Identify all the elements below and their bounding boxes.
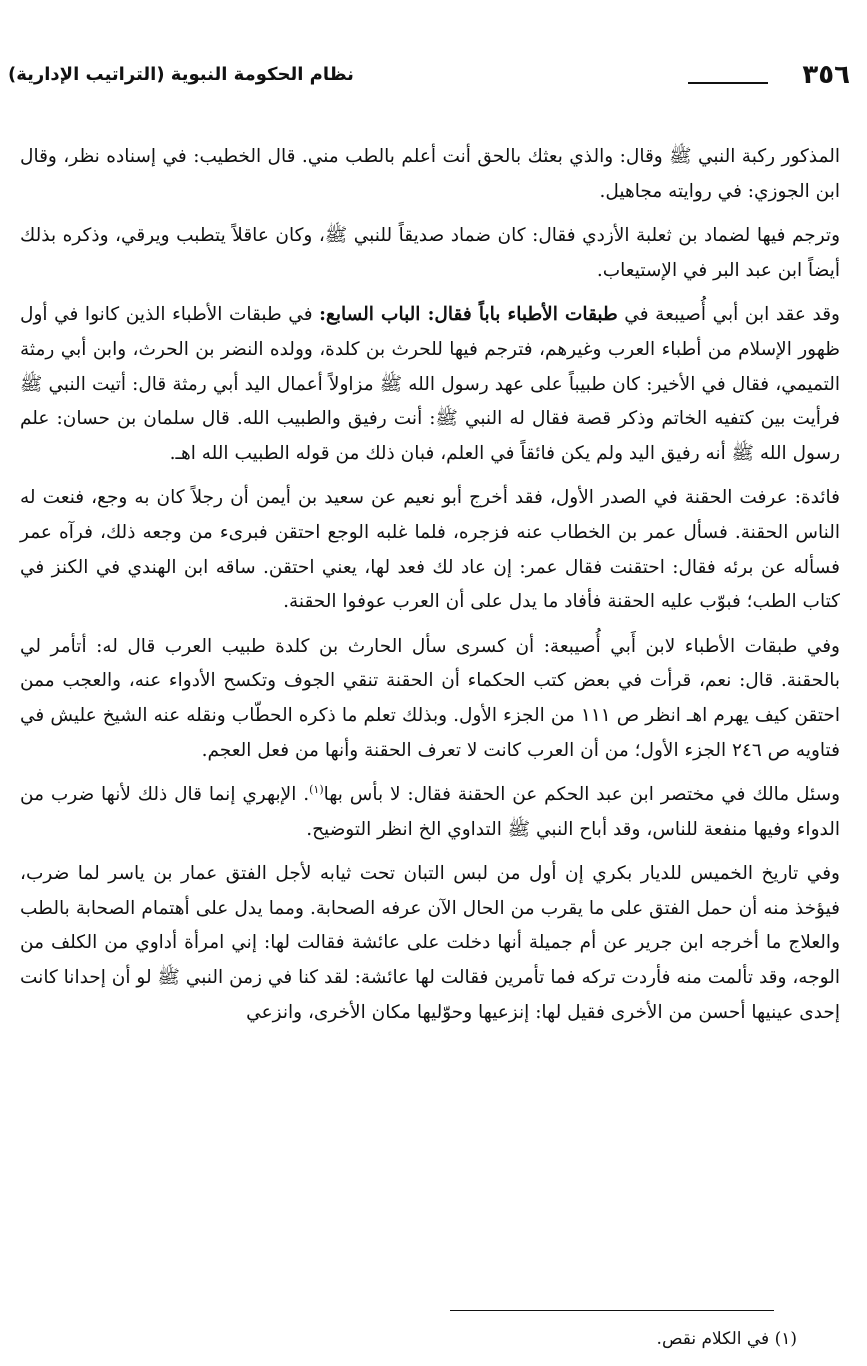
page-header [8, 60, 850, 94]
paragraph [20, 481, 840, 619]
page-body [20, 140, 840, 1040]
paragraph-text: وترجم فيها لضماد بن ثعلبة الأزدي فقال: كان ضماد صديقاً للنبي ﷺ، وكان عاقلاً يتطبب ويرقي، وذكره بذلك أيضاً ابن عبد البر في الإستيعاب. [20, 225, 840, 281]
paragraph-text: في طبقات الأطباء الذين كانوا في أول ظهور الإسلام من أطباء العرب وغيرهم، فترجم فيها للحرث بن كلدة، وولده النضر بن الحرث، وابن أبي رمثة التميمي، فقال في الأخير: كان طبيباً على عهد رسول الله ﷺ مزاولاً أعمال اليد أبي رمثة قال: أتيت النبي ﷺ فرأيت بين كتفيه الخاتم وذكر قصة فقال له النبي ﷺ: أنت رفيق والطبيب الله. قال سلمان بن حسان: علم رسول الله ﷺ أنه رفيق اليد ولم يكن فائقاً في العلم، فبان ذلك من قوله الطبيب الله اهـ. [20, 304, 840, 464]
footnote-rule [450, 1310, 774, 1311]
page-number: ٣٥٦ [802, 60, 850, 90]
paragraph [20, 298, 840, 471]
paragraph-text: وفي تاريخ الخميس للديار بكري إن أول من لبس التبان تحت ثيابه لأجل الفتق عمار بن ياسر لما ضرب، فيؤخذ منه أن حمل الفتق على ما يقرب من الحال الآن عرفه الصحابة. ومما يدل على أهتمام الصحابة بالطب والعلاج ما أخرجه ابن جرير عن أم جميلة أنها دخلت على عائشة فقالت لها: إني امرأة أداوي من الكلف من الوجه، وقد تألمت منه فأردت تركه فما تأمرين فقالت لها عائشة: لقد كنا في زمن النبي ﷺ لو أن إحدانا كانت إحدى عينيها أحسن من الأخرى فقيل لها: إنزعيها وحوّليها مكان الأخرى، وانزعي [20, 863, 840, 1023]
paragraph [20, 778, 840, 847]
paragraph [20, 857, 840, 1030]
footnote: (١) في الكلام نقص. [656, 1329, 797, 1349]
paragraph-text: وسئل مالك في مختصر ابن عبد الحكم عن الحقنة فقال: لا بأس بها [323, 784, 841, 806]
paragraph-text: فائدة: عرفت الحقنة في الصدر الأول، فقد أخرج أبو نعيم عن سعيد بن أيمن أن رجلاً كان به وجع، فنعت له الناس الحقنة. فسأل عمر بن الخطاب عنه فزجره، فلما غلبه الوجع احتقن فبرىء من وجعه ذلك، فرآه عمر فسأله عن برئه فقال: احتقنت فقال عمر: إن عاد لك فعد لها، يعني احتقن. ساقه ابن الهندي في الكنز في كتاب الطب؛ فبوّب عليه الحقنة فأفاد ما يدل على أن العرب عوفوا الحقنة. [20, 487, 840, 613]
footnote-marker: (١) [309, 782, 324, 796]
bold-text: طبقات الأطباء باباً فقال: الباب السابع: [319, 304, 618, 326]
paragraph-text: وقد عقد ابن أبي أُصيبعة في [617, 304, 840, 326]
paragraph-text: وفي طبقات الأطباء لابن أَبي أُصيبعة: أن كسرى سأل الحارث بن كلدة طبيب العرب قال له: أتأمر لي بالحقنة. قال: نعم، قرأت في بعض كتب الحكماء أن الحقنة تنقي الجوف وتكسح الأدواء عنه، والعجب ممن احتقن كيف يهرم اهـ انظر ص ١١١ من الجزء الأول. وبذلك تعلم ما ذكره الحطّاب ونقله عنه الشيخ عليش في فتاويه ص ٢٤٦ الجزء الأول؛ من أن العرب كانت لا تعرف الحقنة وأنها من فعل العجم. [20, 635, 841, 761]
paragraph-text: المذكور ركبة النبي ﷺ وقال: والذي بعثك بالحق أنت أعلم بالطب مني. قال الخطيب: في إسناده نظر، وقال ابن الجوزي: في روايته مجاهيل. [20, 146, 840, 202]
header-rule [688, 82, 768, 84]
running-title: نظام الحكومة النبوية (التراتيب الإدارية) [8, 64, 354, 85]
paragraph-text: . الإبهري إنما قال ذلك لأنها ضرب من الدواء وفيها منفعة للناس، وقد أباح النبي ﷺ التداوي الخ انظر التوضيح. [20, 784, 840, 840]
paragraph [20, 630, 840, 768]
paragraph [20, 140, 840, 209]
paragraph [20, 219, 840, 288]
